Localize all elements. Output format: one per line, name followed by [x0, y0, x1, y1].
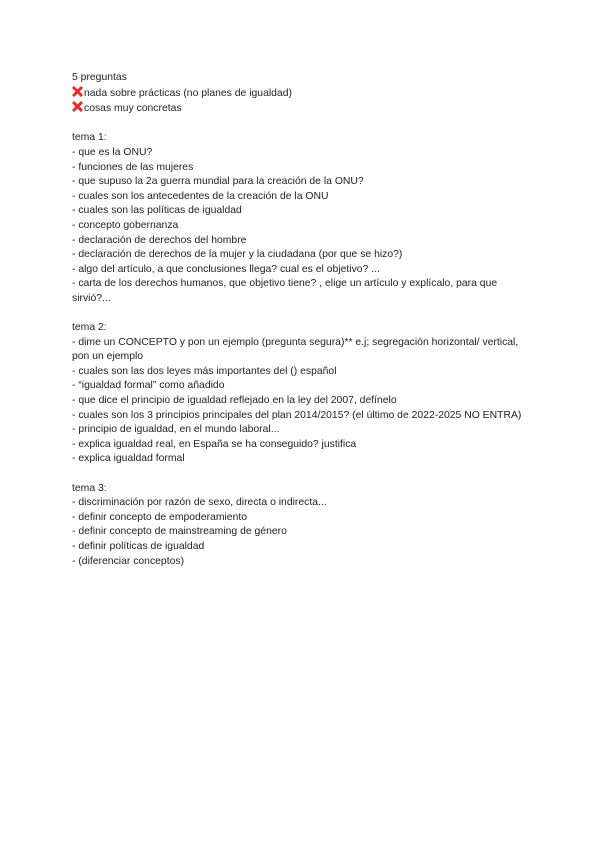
list-item: - definir concepto de empoderamiento: [72, 511, 248, 523]
list-item: - cuales son los 3 principios principales del plan 2014/2015? (el último de 2022-2025 NO ENTRA): [72, 409, 522, 421]
list-item: - (diferenciar conceptos): [72, 555, 185, 567]
note-text: nada sobre prácticas (no planes de igualdad): [84, 87, 292, 99]
section-title: tema 1:: [72, 132, 107, 144]
list-item: - funciones de las mujeres: [72, 161, 194, 173]
note-text: cosas muy concretas: [84, 103, 182, 115]
list-item: - que dice el principio de igualdad reflejado en la ley del 2007, defínelo: [72, 395, 397, 407]
list-item: - declaración de derechos de la mujer y la ciudadana (por que se hizo?): [72, 249, 403, 261]
list-item: - declaración de derechos del hombre: [72, 234, 247, 246]
note-line: [72, 86, 532, 102]
cross-mark-icon: [72, 101, 83, 112]
spacer: [72, 307, 532, 322]
list-item: - explica igualdad formal: [72, 453, 185, 465]
list-item: - definir políticas de igualdad: [72, 541, 205, 552]
list-item: - discriminación por razón de sexo, directa o indirecta...: [72, 497, 327, 509]
list-item: - cuales son las dos leyes más importantes del () español: [72, 365, 337, 377]
list-item: - dime un CONCEPTO y pon un ejemplo (pregunta segura)** e.j; segregación horizontal/ vertical, pon un ejemplo: [72, 336, 519, 363]
section-title: tema 2:: [72, 322, 107, 334]
list-item: - cuales son los antecedentes de la creación de la ONU: [72, 190, 329, 202]
list-item: - explica igualdad real, en España se ha conseguido? justifica: [72, 438, 357, 450]
note-line: [72, 101, 532, 117]
list-item: - algo del artículo, a que conclusiones llega? cual es el objetivo? ...: [72, 263, 380, 275]
list-item: - cuales son las políticas de igualdad: [72, 205, 242, 217]
cross-mark-icon: [72, 86, 83, 97]
document-body: [72, 71, 532, 569]
page-title: 5 preguntas: [72, 72, 127, 83]
list-item: - que supuso la 2a guerra mundial para la creación de la ONU?: [72, 176, 364, 188]
section-title: tema 3:: [72, 482, 107, 494]
list-item: - definir concepto de mainstreaming de género: [72, 526, 287, 538]
spacer: [72, 117, 532, 132]
spacer: [72, 467, 532, 482]
list-item: - que es la ONU?: [72, 146, 153, 158]
list-item: - concepto gobernanza: [72, 219, 179, 231]
list-item: - “igualdad formal” como añadido: [72, 380, 225, 392]
list-item: - carta de los derechos humanos, que objetivo tiene? , elige un artículo y explícalo, para que sirvió?...: [72, 278, 498, 304]
list-item: - principio de igualdad, en el mundo laboral...: [72, 424, 280, 436]
